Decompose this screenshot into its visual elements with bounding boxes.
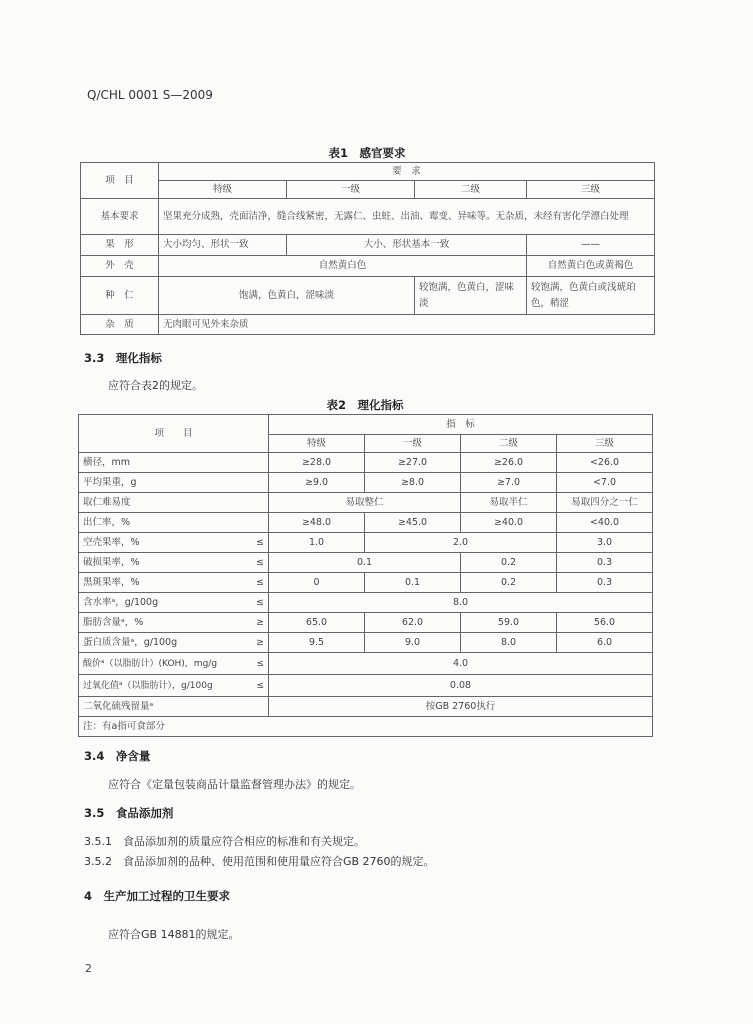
- t2-cell: 4.0: [269, 653, 653, 675]
- t2-cell: ≥48.0: [269, 513, 365, 533]
- t2-cell: 0.2: [461, 573, 557, 593]
- t2-cell: 0.1: [269, 553, 461, 573]
- section-3-5-title: 3.5 食品添加剂: [84, 806, 174, 820]
- t2-cell: ≥26.0: [461, 453, 557, 473]
- t2-row-label: 过氧化值ᵃ（以脂肪计），g/100g ≤: [79, 675, 269, 697]
- t2-grade: 三级: [557, 435, 653, 453]
- t1-row-label: 基本要求: [81, 199, 159, 235]
- t2-row-label: 含水率ᵃ，g/100g ≤: [79, 593, 269, 613]
- t2-cell: ≥45.0: [365, 513, 461, 533]
- t2-cell: 易取整仁: [269, 493, 461, 513]
- t2-cell: 62.0: [365, 613, 461, 633]
- t1-row-label: 杂 质: [81, 315, 159, 335]
- page-number: 2: [85, 962, 92, 975]
- t1-col-req: 要 求: [159, 163, 655, 181]
- t1-grade: 二级: [415, 181, 527, 199]
- t2-cell: 9.5: [269, 633, 365, 653]
- section-3-5-2: 3.5.2 食品添加剂的品种、使用范围和使用量应符合GB 2760的规定。: [84, 855, 435, 868]
- t2-row-label: 出仁率，%: [79, 513, 269, 533]
- t2-row-label: 二氧化硫残留量ᵃ: [79, 697, 269, 717]
- t1-row-label: 外 壳: [81, 256, 159, 277]
- t2-cell: 易取半仁: [461, 493, 557, 513]
- table2-caption: 表2 理化指标: [326, 398, 404, 412]
- t2-col-index: 指 标: [269, 415, 653, 435]
- t2-grade: 特级: [269, 435, 365, 453]
- t1-grade: 一级: [287, 181, 415, 199]
- t2-cell: 0.2: [461, 553, 557, 573]
- t2-row-label: 黑斑果率，% ≤: [79, 573, 269, 593]
- t2-cell: ≥27.0: [365, 453, 461, 473]
- t2-cell: 65.0: [269, 613, 365, 633]
- t2-cell: 3.0: [557, 533, 653, 553]
- t2-cell: 59.0: [461, 613, 557, 633]
- t1-col-item: 项 目: [81, 163, 159, 199]
- t2-symbol: ≥: [256, 616, 264, 628]
- table1-sensory: [80, 162, 655, 335]
- section-3-5-1: 3.5.1 食品添加剂的质量应符合相应的标准和有关规定。: [84, 835, 365, 848]
- t2-grade: 二级: [461, 435, 557, 453]
- t2-cell: 0.08: [269, 675, 653, 697]
- t2-symbol: ≤: [256, 658, 264, 669]
- table1-caption: 表1 感官要求: [328, 146, 406, 160]
- t2-cell: ≥8.0: [365, 473, 461, 493]
- t1-cell: 较饱满，色黄白或浅琥珀色，稍涩: [527, 277, 655, 315]
- t2-cell: 6.0: [557, 633, 653, 653]
- t2-cell: 1.0: [269, 533, 365, 553]
- t1-cell: 无肉眼可见外来杂质: [159, 315, 655, 335]
- t2-row-label: 破损果率，% ≤: [79, 553, 269, 573]
- t1-cell: 自然黄白色或黄褐色: [527, 256, 655, 277]
- t2-row-label: 空壳果率，% ≤: [79, 533, 269, 553]
- t2-cell: ≥28.0: [269, 453, 365, 473]
- t2-cell: 0.3: [557, 573, 653, 593]
- standard-number: Q/CHL 0001 S—2009: [87, 88, 213, 102]
- t1-basic-req: 坚果充分成熟，壳面洁净，缝合线紧密，无露仁、虫蛀、出油、霉变、异味等。无杂质，未经有害化学漂白处理: [159, 199, 655, 235]
- t1-cell: ——: [527, 235, 655, 256]
- t1-cell: 大小均匀、形状一致: [159, 235, 287, 256]
- section-4-text: 应符合GB 14881的规定。: [108, 928, 240, 941]
- t2-symbol: ≤: [256, 536, 264, 548]
- section-3-4-title: 3.4 净含量: [84, 749, 151, 763]
- t2-row-label: 脂肪含量ᵃ，% ≥: [79, 613, 269, 633]
- t2-cell: 0: [269, 573, 365, 593]
- t1-row-label: 果 形: [81, 235, 159, 256]
- t2-row-label: 取仁难易度: [79, 493, 269, 513]
- t2-symbol: ≤: [256, 680, 264, 691]
- t2-row-label: 酸价ᵃ（以脂肪计）(KOH)，mg/g ≤: [79, 653, 269, 675]
- t1-cell: 大小、形状基本一致: [287, 235, 527, 256]
- t1-cell: 饱满，色黄白，涩味淡: [159, 277, 415, 315]
- t2-cell: 易取四分之一仁: [557, 493, 653, 513]
- section-4-title: 4 生产加工过程的卫生要求: [84, 889, 231, 903]
- t2-cell: 9.0: [365, 633, 461, 653]
- table2-physchem: [78, 414, 653, 737]
- section-3-4-text: 应符合《定量包装商品计量监督管理办法》的规定。: [108, 778, 361, 791]
- t2-note: 注：有a指可食部分: [79, 717, 653, 737]
- t2-cell: 8.0: [461, 633, 557, 653]
- t2-cell: 56.0: [557, 613, 653, 633]
- t2-cell: 0.1: [365, 573, 461, 593]
- t2-cell: 2.0: [365, 533, 557, 553]
- t1-cell: 自然黄白色: [159, 256, 527, 277]
- t2-symbol: ≤: [256, 556, 264, 568]
- t2-symbol: ≤: [256, 576, 264, 588]
- t1-row-label: 种 仁: [81, 277, 159, 315]
- t2-cell: ≥7.0: [461, 473, 557, 493]
- t2-col-item: 项 目: [79, 415, 269, 453]
- t2-cell: 按GB 2760执行: [269, 697, 653, 717]
- t2-cell: ≥9.0: [269, 473, 365, 493]
- t2-symbol: ≥: [256, 636, 264, 648]
- t2-cell: 8.0: [269, 593, 653, 613]
- t1-grade: 三级: [527, 181, 655, 199]
- t2-row-label: 蛋白质含量ᵃ，g/100g ≥: [79, 633, 269, 653]
- t2-cell: <26.0: [557, 453, 653, 473]
- t2-cell: ≥40.0: [461, 513, 557, 533]
- t2-cell: 0.3: [557, 553, 653, 573]
- t1-cell: 较饱满，色黄白，涩味淡: [415, 277, 527, 315]
- section-3-3-text: 应符合表2的规定。: [108, 379, 203, 392]
- t2-grade: 一级: [365, 435, 461, 453]
- t2-cell: <40.0: [557, 513, 653, 533]
- section-3-3-title: 3.3 理化指标: [84, 351, 162, 365]
- t2-row-label: 平均果重，g: [79, 473, 269, 493]
- t2-row-label: 横径，mm: [79, 453, 269, 473]
- t2-symbol: ≤: [256, 596, 264, 608]
- t1-grade: 特级: [159, 181, 287, 199]
- t2-cell: <7.0: [557, 473, 653, 493]
